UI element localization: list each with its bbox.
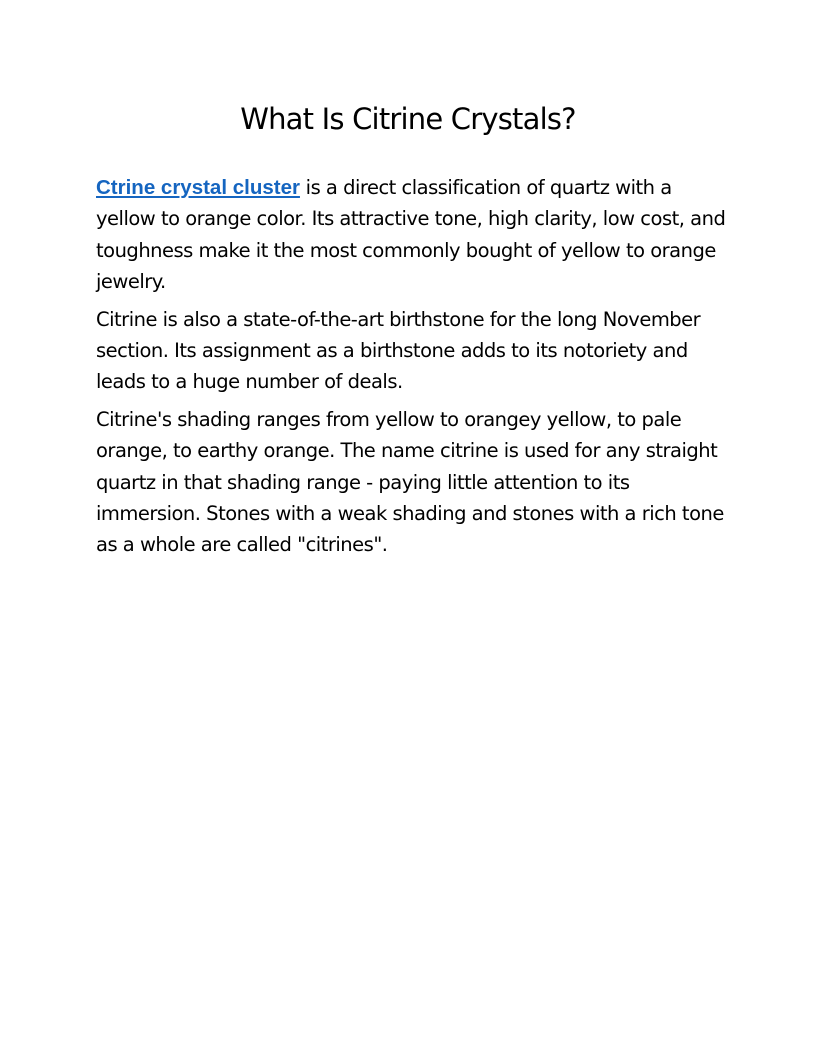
page-title: What Is Citrine Crystals? (240, 102, 576, 136)
paragraph-1-text: is a direct classification of quartz with a yellow to orange color. Its attractive tone, high clarity, low cost, and toughness make it the most commonly bought of yellow to orange jewelry. (96, 176, 726, 294)
paragraph-2: Citrine is also a state-of-the-art birthstone for the long November section. Its assignment as a birthstone adds to its notoriety and leads to a huge number of deals. (96, 307, 701, 394)
citrine-cluster-link[interactable]: Ctrine crystal cluster (96, 176, 300, 199)
paragraph-1 (96, 172, 726, 298)
document-body (96, 172, 726, 567)
paragraph-3: Citrine's shading ranges from yellow to orangey yellow, to pale orange, to earthy orange. The name citrine is used for any straight quartz in that shading range - paying little attention to its immersion. Stones with a weak shading and stones with a rich tone as a whole are called "citrines". (96, 407, 724, 557)
